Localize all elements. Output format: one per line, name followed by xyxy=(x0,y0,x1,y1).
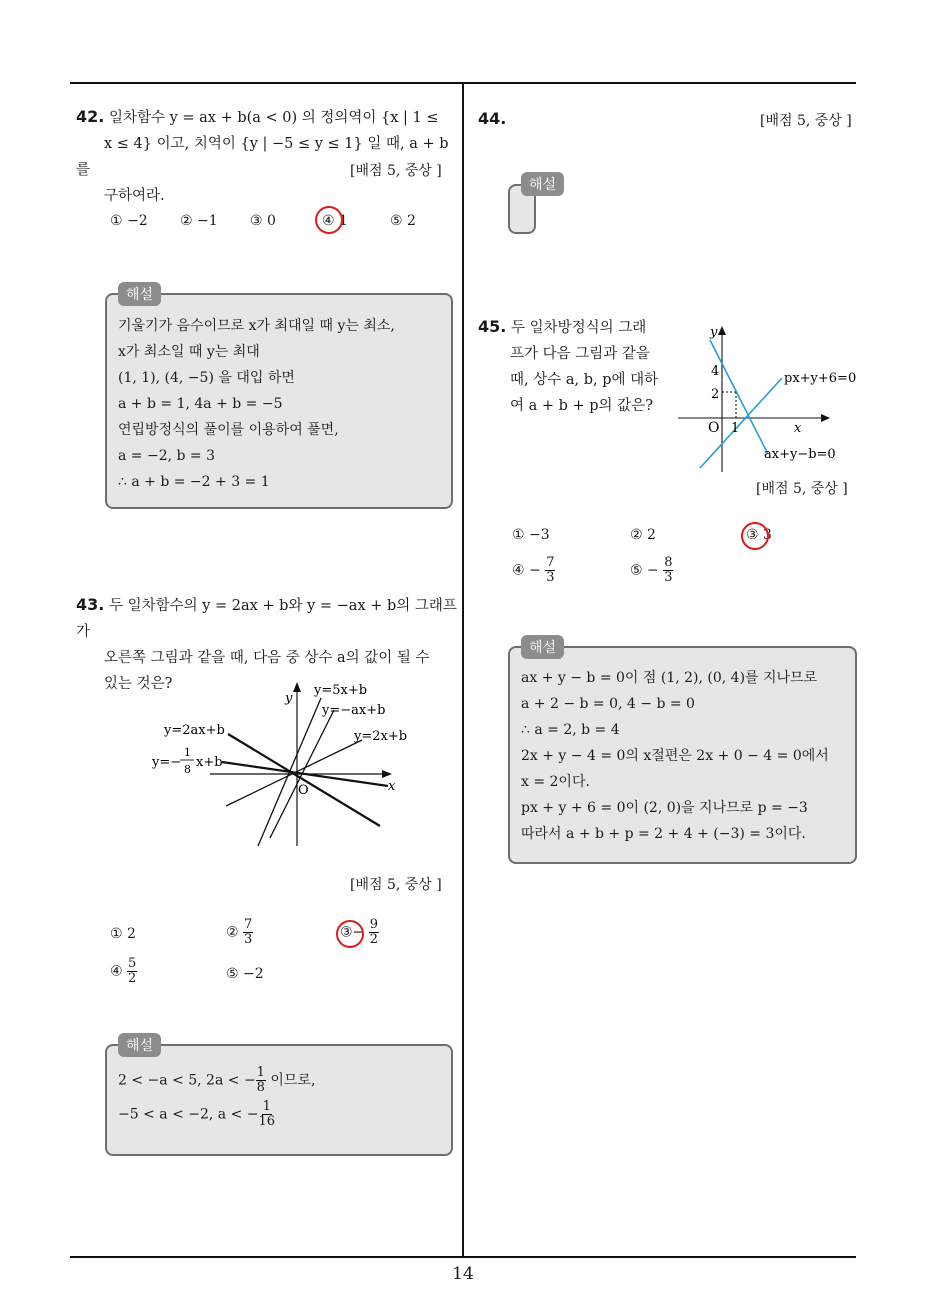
q43-choice-2-den: 3 xyxy=(244,932,253,947)
column-divider xyxy=(462,84,464,1258)
q43-label-neg-ax: y=−ax+b xyxy=(322,703,386,718)
q45-choice-4-fraction xyxy=(545,556,555,585)
q43-line-2ax-plus-b xyxy=(228,734,380,826)
q45-origin-label: O xyxy=(708,420,720,436)
q43-choice-2[interactable] xyxy=(226,918,253,947)
q43-label-5x: y=5x+b xyxy=(314,683,368,698)
q43-choice-2-fraction xyxy=(243,918,253,947)
q43-explanation-line2 xyxy=(118,1100,275,1129)
q45-choice-5-fraction xyxy=(663,556,673,585)
q43-choice-3-fraction xyxy=(369,918,379,947)
question-42-line3: 구하여라. xyxy=(104,188,165,204)
q45-choice-5-num: 8 xyxy=(664,555,673,570)
q42-choice-3[interactable]: ③ 0 xyxy=(250,213,276,229)
question-42-text xyxy=(76,104,456,209)
q45-choice-3[interactable]: ③ 3 xyxy=(746,527,772,543)
q43-choice-1[interactable]: ① 2 xyxy=(110,926,136,942)
q45-y-axis-arrow xyxy=(718,326,726,335)
q42-choice-2[interactable]: ② −1 xyxy=(180,213,218,229)
q43-choice-5[interactable]: ⑤ −2 xyxy=(226,966,264,982)
q45-choice-4[interactable] xyxy=(512,556,555,585)
q45-explanation-line: 2x + y − 4 = 0의 x절편은 2x + 0 − 4 = 0에서 xyxy=(521,748,829,764)
question-45-text xyxy=(478,314,668,419)
q45-line1-label: px+y+6=0 xyxy=(784,371,857,386)
q43-choice-4-num: 5 xyxy=(128,956,137,971)
question-42-number: 42. xyxy=(76,107,105,126)
q42-choice-4[interactable]: ④ 1 xyxy=(322,213,348,229)
q45-x-axis-label: x xyxy=(794,421,802,436)
q43-label-frac-rest: x+b xyxy=(196,755,223,770)
q45-explanation-line: px + y + 6 = 0이 (2, 0)을 지나므로 p = −3 xyxy=(521,800,808,816)
q43-explanation-frac1-den: 8 xyxy=(256,1080,265,1095)
q43-label-frac-num: 1 xyxy=(184,746,191,759)
q42-explanation-line: 기울기가 음수이므로 x가 최대일 때 y는 최소, xyxy=(118,318,395,334)
q45-explanation-line: ax + y − b = 0이 점 (1, 2), (0, 4)를 지나므로 xyxy=(521,670,818,686)
q43-y-axis-label: y xyxy=(285,691,293,706)
question-43-number: 43. xyxy=(76,595,105,614)
q45-choice-5-symbol: ⑤ − xyxy=(630,562,659,579)
q43-explanation-line1-b: 이므로, xyxy=(265,1072,316,1089)
q45-y-axis-label: y xyxy=(710,325,718,340)
page-number: 14 xyxy=(452,1264,474,1284)
q45-choice-5-den: 3 xyxy=(664,570,673,585)
q43-choice-4-den: 2 xyxy=(128,971,137,986)
question-43-line3: 있는 것은? xyxy=(104,676,173,692)
q42-explanation-line: x가 최소일 때 y는 최대 xyxy=(118,344,260,360)
q42-explanation-line: (1, 1), (4, −5) 을 대입 하면 xyxy=(118,370,295,386)
question-44-number: 44. xyxy=(478,109,507,128)
question-45-line1: 두 일차방정식의 그래 xyxy=(510,320,647,336)
q42-explanation-line: ∴ a + b = −2 + 3 = 1 xyxy=(118,474,270,490)
q43-explanation-line1 xyxy=(118,1066,315,1095)
q45-choice-1[interactable]: ① −3 xyxy=(512,527,550,543)
question-42-line1: 일차함수 y = ax + b(a < 0) 의 정의역이 {x | 1 ≤ xyxy=(108,110,439,126)
q43-choice-4-symbol: ④ xyxy=(110,963,123,980)
q45-explanation-line: ∴ a = 2, b = 4 xyxy=(521,722,620,738)
q45-selected-mark xyxy=(741,522,769,550)
question-43-line2: 오른쪽 그림과 같을 때, 다음 중 상수 a의 값이 될 수 xyxy=(104,650,430,666)
q43-label-frac-den: 8 xyxy=(184,763,191,776)
q43-selected-mark xyxy=(336,920,364,948)
question-45-line2: 프가 다음 그림과 같을 xyxy=(510,346,650,362)
q45-choice-5[interactable] xyxy=(630,556,673,585)
q43-explanation-frac2-num: 1 xyxy=(262,1099,271,1114)
q43-label-2x: y=2x+b xyxy=(354,729,408,744)
q45-x-axis-arrow xyxy=(821,414,830,422)
q43-choice-4[interactable] xyxy=(110,957,137,986)
q42-explanation-line: a + b = 1, 4a + b = −5 xyxy=(118,396,283,412)
q43-choice-2-symbol: ② xyxy=(226,924,239,941)
q43-explanation-frac2-den: 16 xyxy=(258,1114,276,1129)
q43-graph xyxy=(140,676,430,856)
q43-choice-3-symbol: ③− xyxy=(340,924,365,941)
q43-choice-3-num: 9 xyxy=(369,917,379,932)
q43-x-axis-label: x xyxy=(388,779,396,794)
question-45-number: 45. xyxy=(478,317,507,336)
q44-explanation-tag: 해설 xyxy=(521,172,564,196)
q45-tick-4: 4 xyxy=(711,364,720,379)
q43-explanation-frac1 xyxy=(256,1066,266,1095)
q42-explanation-line: a = −2, b = 3 xyxy=(118,448,216,464)
question-43-score: [배점 5, 중상 ] xyxy=(350,877,442,893)
q45-tick-1: 1 xyxy=(731,421,740,436)
q45-explanation-line: a + 2 − b = 0, 4 − b = 0 xyxy=(521,696,695,712)
q45-choice-2[interactable]: ② 2 xyxy=(630,527,656,543)
bottom-rule xyxy=(70,1256,856,1258)
q45-graph xyxy=(676,322,866,474)
q43-label-2ax: y=2ax+b xyxy=(164,723,225,738)
question-45-line3: 때, 상수 a, b, p에 대하 xyxy=(510,372,659,388)
q45-explanation-line: x = 2이다. xyxy=(521,774,590,790)
question-45-line4: 여 a + b + p의 값은? xyxy=(510,398,653,414)
q43-x-axis-arrow xyxy=(382,770,392,778)
q43-explanation-tag: 해설 xyxy=(118,1033,161,1057)
question-45 xyxy=(478,314,668,419)
q43-y-axis-arrow xyxy=(293,682,301,692)
q45-choice-4-num: 7 xyxy=(546,555,555,570)
question-42-score: [배점 5, 중상 ] xyxy=(350,163,442,179)
q43-choice-4-fraction xyxy=(127,957,137,986)
q42-choice-5[interactable]: ⑤ 2 xyxy=(390,213,416,229)
q43-explanation-frac2 xyxy=(259,1100,276,1129)
q42-choice-1[interactable]: ① −2 xyxy=(110,213,148,229)
q43-explanation-frac1-num: 1 xyxy=(256,1065,265,1080)
question-44-score: [배점 5, 중상 ] xyxy=(760,113,852,129)
q45-choice-4-symbol: ④ − xyxy=(512,562,541,579)
q43-origin-label: O xyxy=(298,783,309,798)
q45-tick-2: 2 xyxy=(711,387,720,402)
question-42 xyxy=(76,104,456,209)
q43-explanation-line1-a: 2 < −a < 5, 2a < − xyxy=(118,1072,256,1089)
q43-choice-3-den: 2 xyxy=(369,932,379,947)
q43-label-frac-prefix: y=− xyxy=(152,755,182,770)
q45-line2-label: ax+y−b=0 xyxy=(764,447,836,462)
q42-explanation-tag: 해설 xyxy=(118,282,161,306)
q45-explanation-line: 따라서 a + b + p = 2 + 4 + (−3) = 3이다. xyxy=(521,826,806,842)
question-42-line2: x ≤ 4} 이고, 치역이 {y | −5 ≤ y ≤ 1} 일 때, a + b를 xyxy=(76,136,449,178)
q42-selected-mark xyxy=(315,206,343,234)
question-45-score: [배점 5, 중상 ] xyxy=(756,481,848,497)
q43-choice-2-num: 7 xyxy=(244,917,253,932)
question-43-line1: 두 일차함수의 y = 2ax + b와 y = −ax + b의 그래프가 xyxy=(76,598,457,640)
q43-explanation-line2-a: −5 < a < −2, a < − xyxy=(118,1106,259,1123)
q42-explanation-line: 연립방정식의 풀이를 이용하여 풀면, xyxy=(118,422,339,438)
q45-explanation-tag: 해설 xyxy=(521,635,564,659)
q45-choice-4-den: 3 xyxy=(546,570,555,585)
